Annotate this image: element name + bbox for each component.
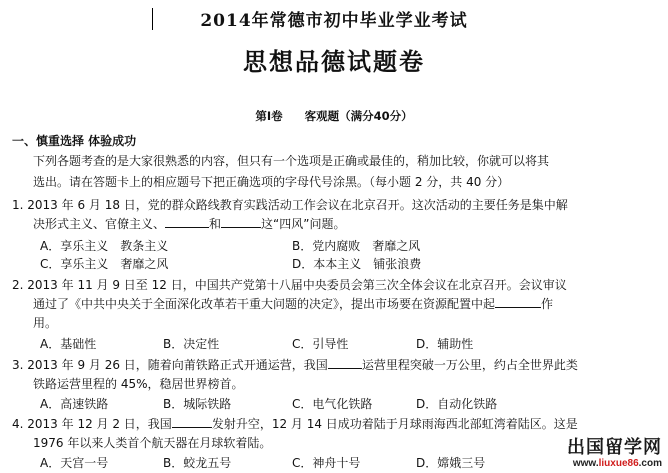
instructions-line-2: 选出。请在答题卡上的相应题号下把正确选项的字母代号涂黑。（每小题 2 分，共 40 分）: [33, 175, 510, 189]
question-3-stem-line-1: 3. 2013 年 9 月 26 日，随着向莆铁路正式开通运营，我国 运营里程突破一万公里，约占全世界此类: [12, 358, 578, 372]
site-watermark: [567, 438, 662, 469]
question-2-stem-line-3: 用。: [33, 316, 58, 330]
question-number: 4.: [12, 417, 24, 431]
question-1-option-b: B．党内腐败 奢靡之风: [292, 239, 421, 253]
question-3-option-a: A．高速铁路: [40, 397, 109, 411]
question-number: 3.: [12, 358, 24, 372]
question-2-option-c: C．引导性: [292, 337, 349, 351]
question-1-stem-line-2: 决形式主义、官僚主义、 和 这“四风”问题。: [33, 217, 346, 231]
exam-title: 2014年常德市初中毕业学业考试: [200, 11, 468, 31]
question-1-stem-line-1: 1. 2013 年 6 月 18 日，党的群众路线教育实践活动工作会议在北京召开。这次活动的主要任务是集中解: [12, 198, 568, 212]
question-3-option-b: B．城际铁路: [163, 397, 232, 411]
question-number: 1.: [12, 198, 24, 212]
question-1-option-a: A．享乐主义 教条主义: [40, 239, 169, 253]
question-4-option-b: B．蛟龙五号: [163, 456, 232, 470]
question-2-stem-line-2: 通过了《中共中央关于全面深化改革若干重大问题的决定》，提出市场要在资源配置中起 作: [33, 297, 554, 311]
question-3-option-c: C．电气化铁路: [292, 397, 373, 411]
instructions-line-1: 下列各题考查的是大家很熟悉的内容，但只有一个选项是正确或最佳的，稍加比较，你就可以将其: [33, 154, 550, 168]
section-name: 客观题（满分40分）: [304, 109, 413, 123]
question-2-option-d: D．辅助性: [416, 337, 474, 351]
question-4-option-d: D．嫦娥三号: [416, 456, 486, 470]
question-1-option-c: C．享乐主义 奢靡之风: [40, 257, 169, 271]
question-2-option-b: B．决定性: [163, 337, 220, 351]
section-part: 第Ⅰ卷: [255, 109, 283, 123]
question-4-option-c: C．神舟十号: [292, 456, 361, 470]
question-2-option-a: A．基础性: [40, 337, 97, 351]
answer-blank: [221, 216, 261, 228]
question-1-option-d: D．本本主义 铺张浪费: [292, 257, 422, 271]
answer-blank: [495, 296, 541, 308]
question-3-stem-line-2: 铁路运营里程的 45%，稳居世界榜首。: [33, 377, 244, 391]
answer-blank: [172, 416, 212, 428]
answer-blank: [328, 357, 362, 369]
question-4-stem-line-1: 4. 2013 年 12 月 2 日，我国 发射升空，12 月 14 日成功着陆于月球雨海西北部虹湾着陆区。这是: [12, 417, 578, 431]
watermark-title: 出国留学网: [567, 437, 662, 458]
question-number: 2.: [12, 278, 24, 292]
paper-subtitle: 思想品德试题卷: [243, 48, 425, 76]
question-4-stem-line-2: 1976 年以来人类首个航天器在月球软着陆。: [33, 436, 272, 450]
question-4-option-a: A．天宫一号: [40, 456, 109, 470]
question-2-stem-line-1: 2. 2013 年 11 月 9 日至 12 日，中国共产党第十八届中央委员会第三次全体会议在北京召开。会议审议: [12, 278, 567, 292]
section-heading: [0, 108, 668, 124]
part-one-heading: 一、慎重选择 体验成功: [12, 134, 137, 148]
answer-blank: [165, 216, 209, 228]
question-3-option-d: D．自动化铁路: [416, 397, 498, 411]
watermark-url: www.liuxue86.com: [572, 458, 662, 469]
